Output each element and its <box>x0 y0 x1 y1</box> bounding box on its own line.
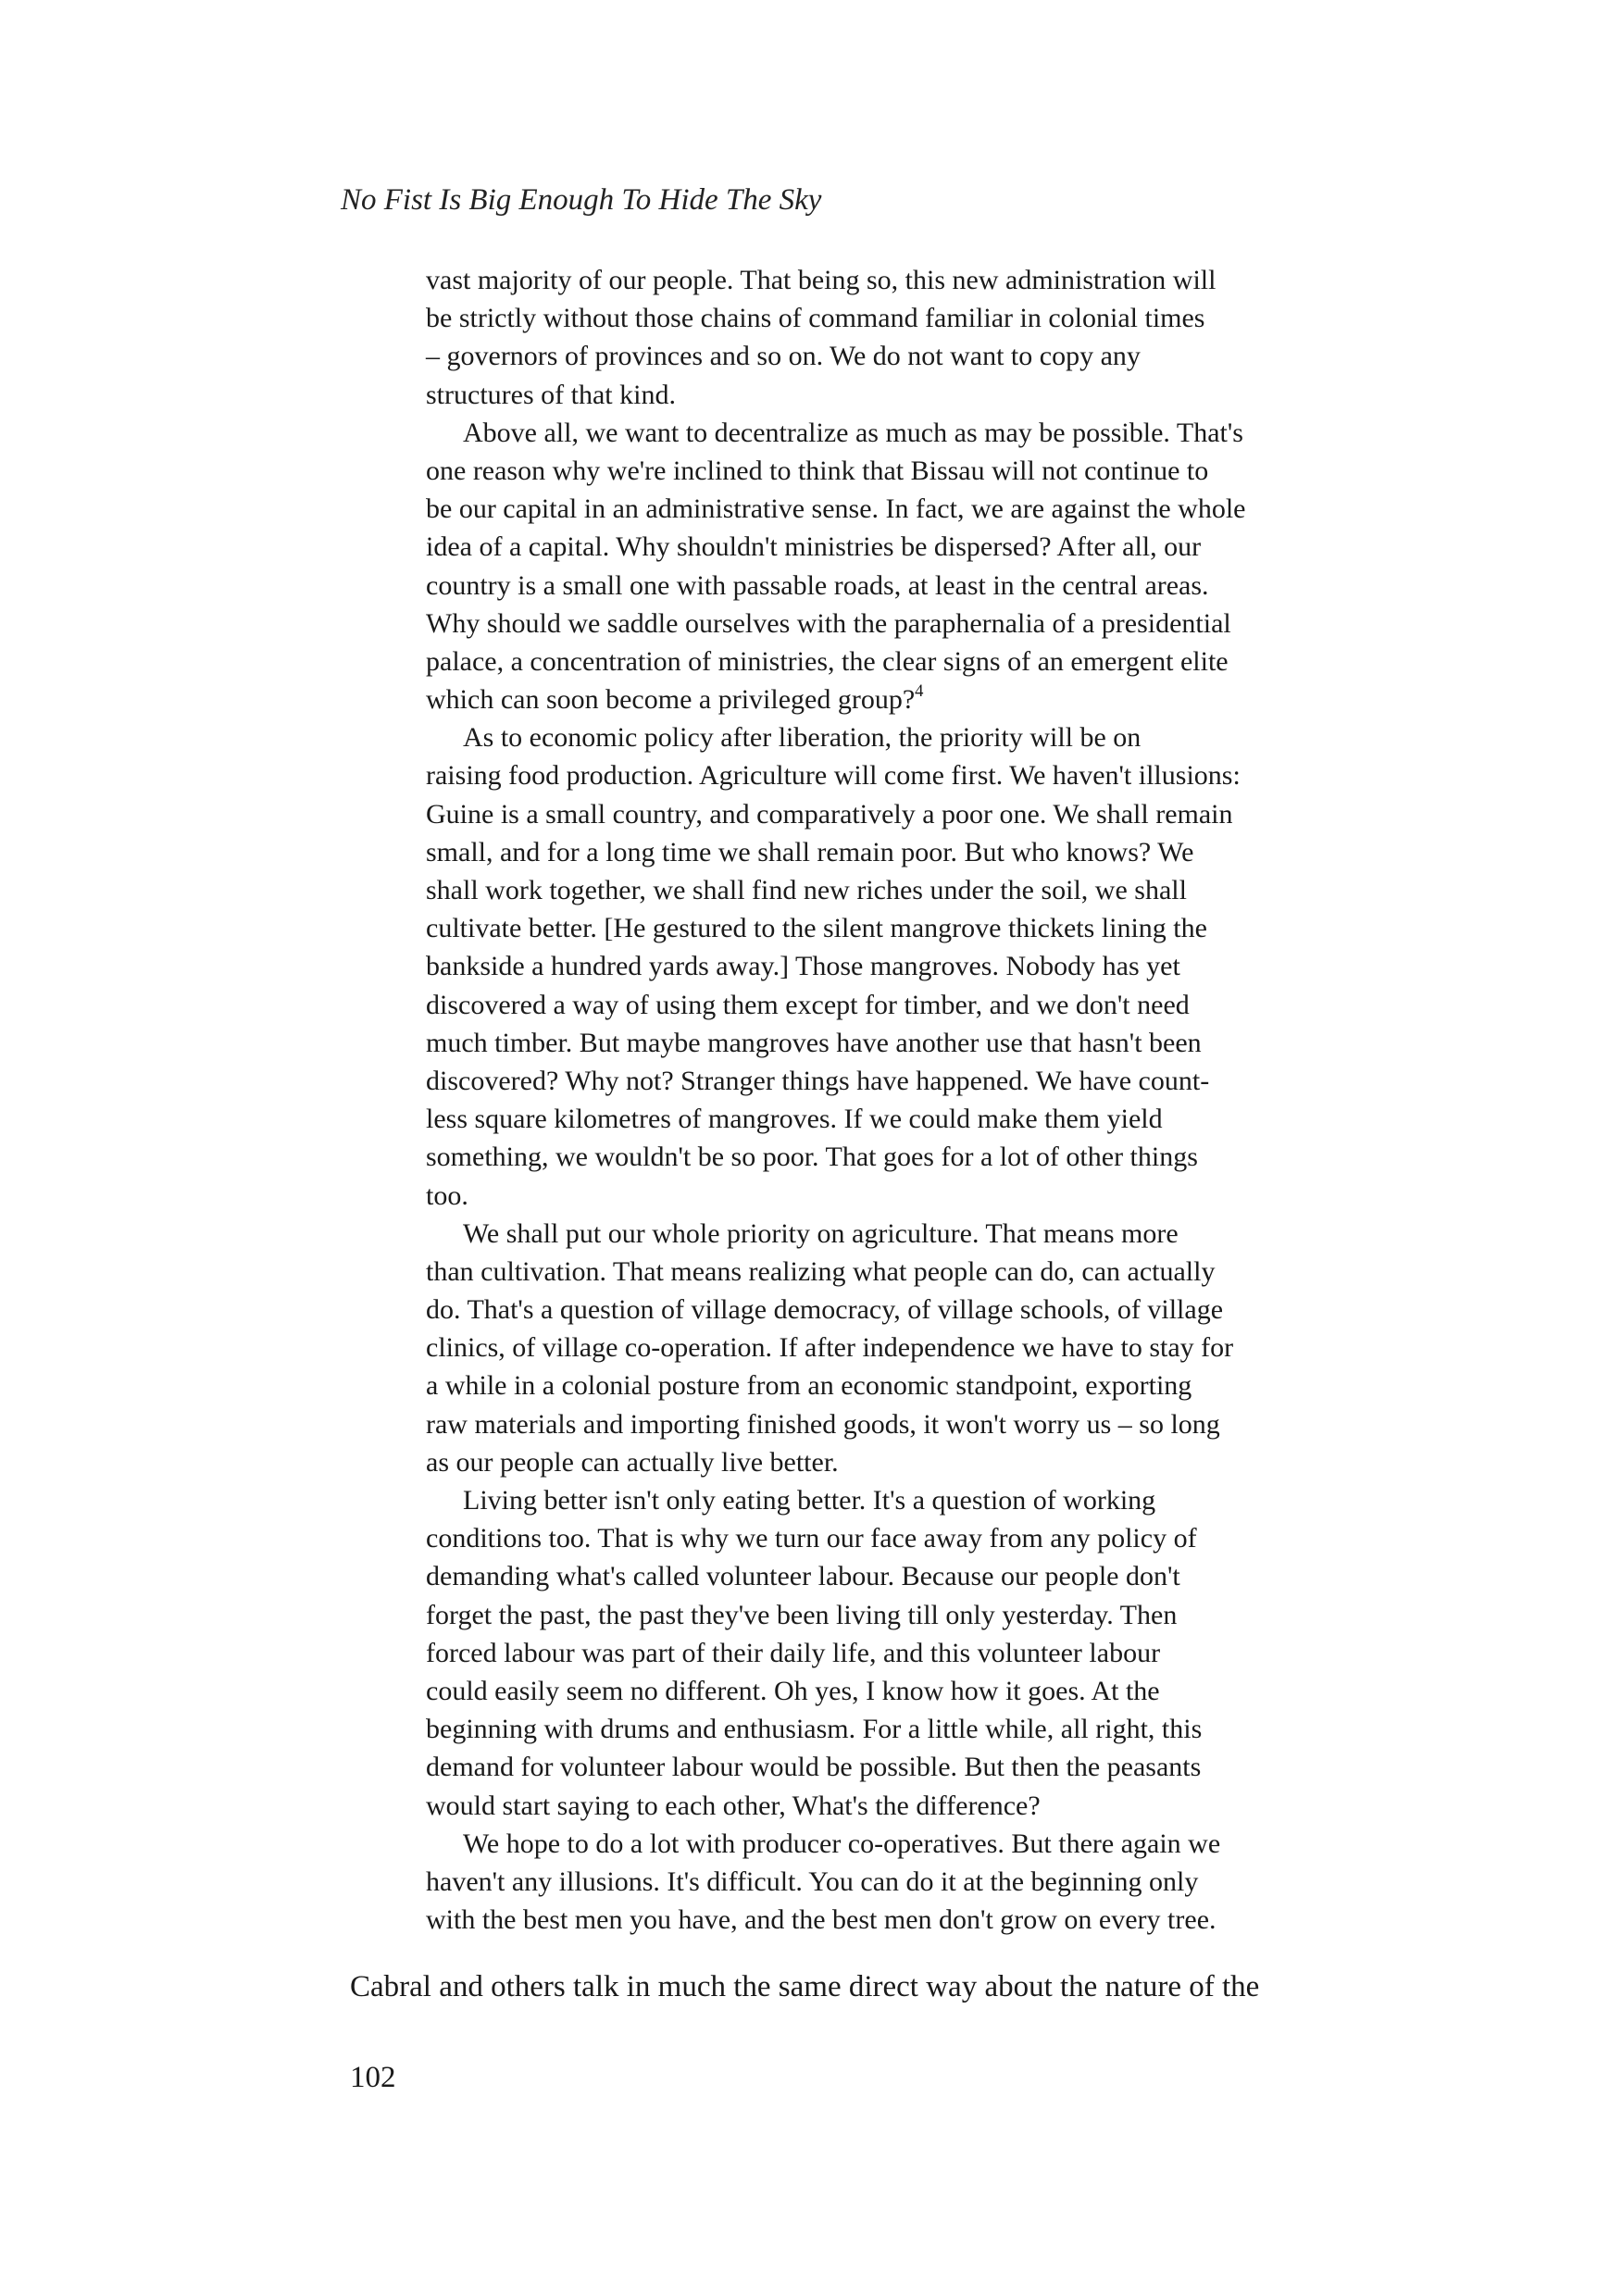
quote-line: cultivate better. [He gestured to the silent mangrove thickets lining the <box>426 913 1207 944</box>
quote-line: Above all, we want to decentralize as much as may be possible. That's <box>463 417 1243 448</box>
quote-line: discovered a way of using them except for timber, and we don't need <box>426 989 1190 1020</box>
quote-line: could easily seem no different. Oh yes, I know how it goes. At the <box>426 1675 1160 1706</box>
quote-line: raising food production. Agriculture will come first. We haven't illusions: <box>426 760 1241 792</box>
quote-line: beginning with drums and enthusiasm. For a little while, all right, this <box>426 1714 1203 1745</box>
quote-line: palace, a concentration of ministries, the clear signs of an emergent elite <box>426 645 1229 677</box>
quote-line: idea of a capital. Why shouldn't ministries be dispersed? After all, our <box>426 531 1202 563</box>
footnote-marker: 4 <box>915 681 924 702</box>
quote-line: forced labour was part of their daily life, and this volunteer labour <box>426 1637 1161 1668</box>
quote-line: forget the past, the past they've been living till only yesterday. Then <box>426 1599 1178 1630</box>
quote-line: as our people can actually live better. <box>426 1446 839 1478</box>
quote-line: less square kilometres of mangroves. If we could make them yield <box>426 1104 1163 1135</box>
quote-line: something, we wouldn't be so poor. That goes for a lot of other things <box>426 1142 1198 1173</box>
quote-line: discovered? Why not? Stranger things have happened. We have count- <box>426 1065 1210 1096</box>
quote-line: haven't any illusions. It's difficult. You can do it at the beginning only <box>426 1866 1199 1897</box>
quote-line: bankside a hundred yards away.] Those mangroves. Nobody has yet <box>426 951 1180 982</box>
quote-line: raw materials and importing finished goods, it won't worry us – so long <box>426 1408 1220 1440</box>
quote-line: We shall put our whole priority on agriculture. That means more <box>463 1217 1179 1249</box>
running-head: No Fist Is Big Enough To Hide The Sky <box>341 183 822 217</box>
quote-line: be strictly without those chains of command familiar in colonial times <box>426 303 1205 334</box>
quote-line: country is a small one with passable roads, at least in the central areas. <box>426 569 1209 601</box>
quote-line: demand for volunteer labour would be possible. But then the peasants <box>426 1752 1202 1783</box>
quote-line: would start saying to each other, What's the difference? <box>426 1790 1041 1821</box>
quote-line: clinics, of village co-operation. If after independence we have to stay for <box>426 1332 1234 1364</box>
quote-line: be our capital in an administrative sense. In fact, we are against the whole <box>426 493 1246 525</box>
quote-line: one reason why we're inclined to think that Bissau will not continue to <box>426 455 1209 486</box>
quote-line: conditions too. That is why we turn our face away from any policy of <box>426 1523 1197 1554</box>
quote-line: small, and for a long time we shall remain poor. But who knows? We <box>426 836 1194 867</box>
quoted-passage <box>426 261 1454 1939</box>
quote-line: with the best men you have, and the best men don't grow on every tree. <box>426 1904 1216 1936</box>
quote-line: Living better isn't only eating better. It's a question of working <box>463 1485 1156 1516</box>
quote-line: too. <box>426 1179 468 1211</box>
quote-line: We hope to do a lot with producer co-operatives. But there again we <box>463 1828 1221 1859</box>
quote-line: As to economic policy after liberation, the priority will be on <box>463 722 1142 754</box>
quote-line: vast majority of our people. That being so, this new administration will <box>426 265 1216 295</box>
quote-line: Why should we saddle ourselves with the paraphernalia of a presidential <box>426 607 1231 639</box>
quote-line: – governors of provinces and so on. We do not want to copy any <box>426 341 1141 372</box>
quote-line: do. That's a question of village democracy, of village schools, of village <box>426 1294 1224 1326</box>
quote-line: much timber. But maybe mangroves have another use that hasn't been <box>426 1027 1202 1058</box>
quote-line: which can soon become a privileged group?$^4$ <box>426 681 924 716</box>
page-number: 102 <box>350 2061 396 2094</box>
quote-line: a while in a colonial posture from an economic standpoint, exporting <box>426 1370 1192 1402</box>
quote-line: structures of that kind. <box>426 379 676 410</box>
quote-line: than cultivation. That means realizing what people can do, can actually <box>426 1255 1216 1287</box>
body-paragraph: Cabral and others talk in much the same direct way about the nature of the <box>350 1970 1260 2003</box>
quote-line: shall work together, we shall find new riches under the soil, we shall <box>426 875 1187 905</box>
quote-line: Guine is a small country, and comparatively a poor one. We shall remain <box>426 798 1233 830</box>
quote-line: demanding what's called volunteer labour. Because our people don't <box>426 1561 1180 1592</box>
